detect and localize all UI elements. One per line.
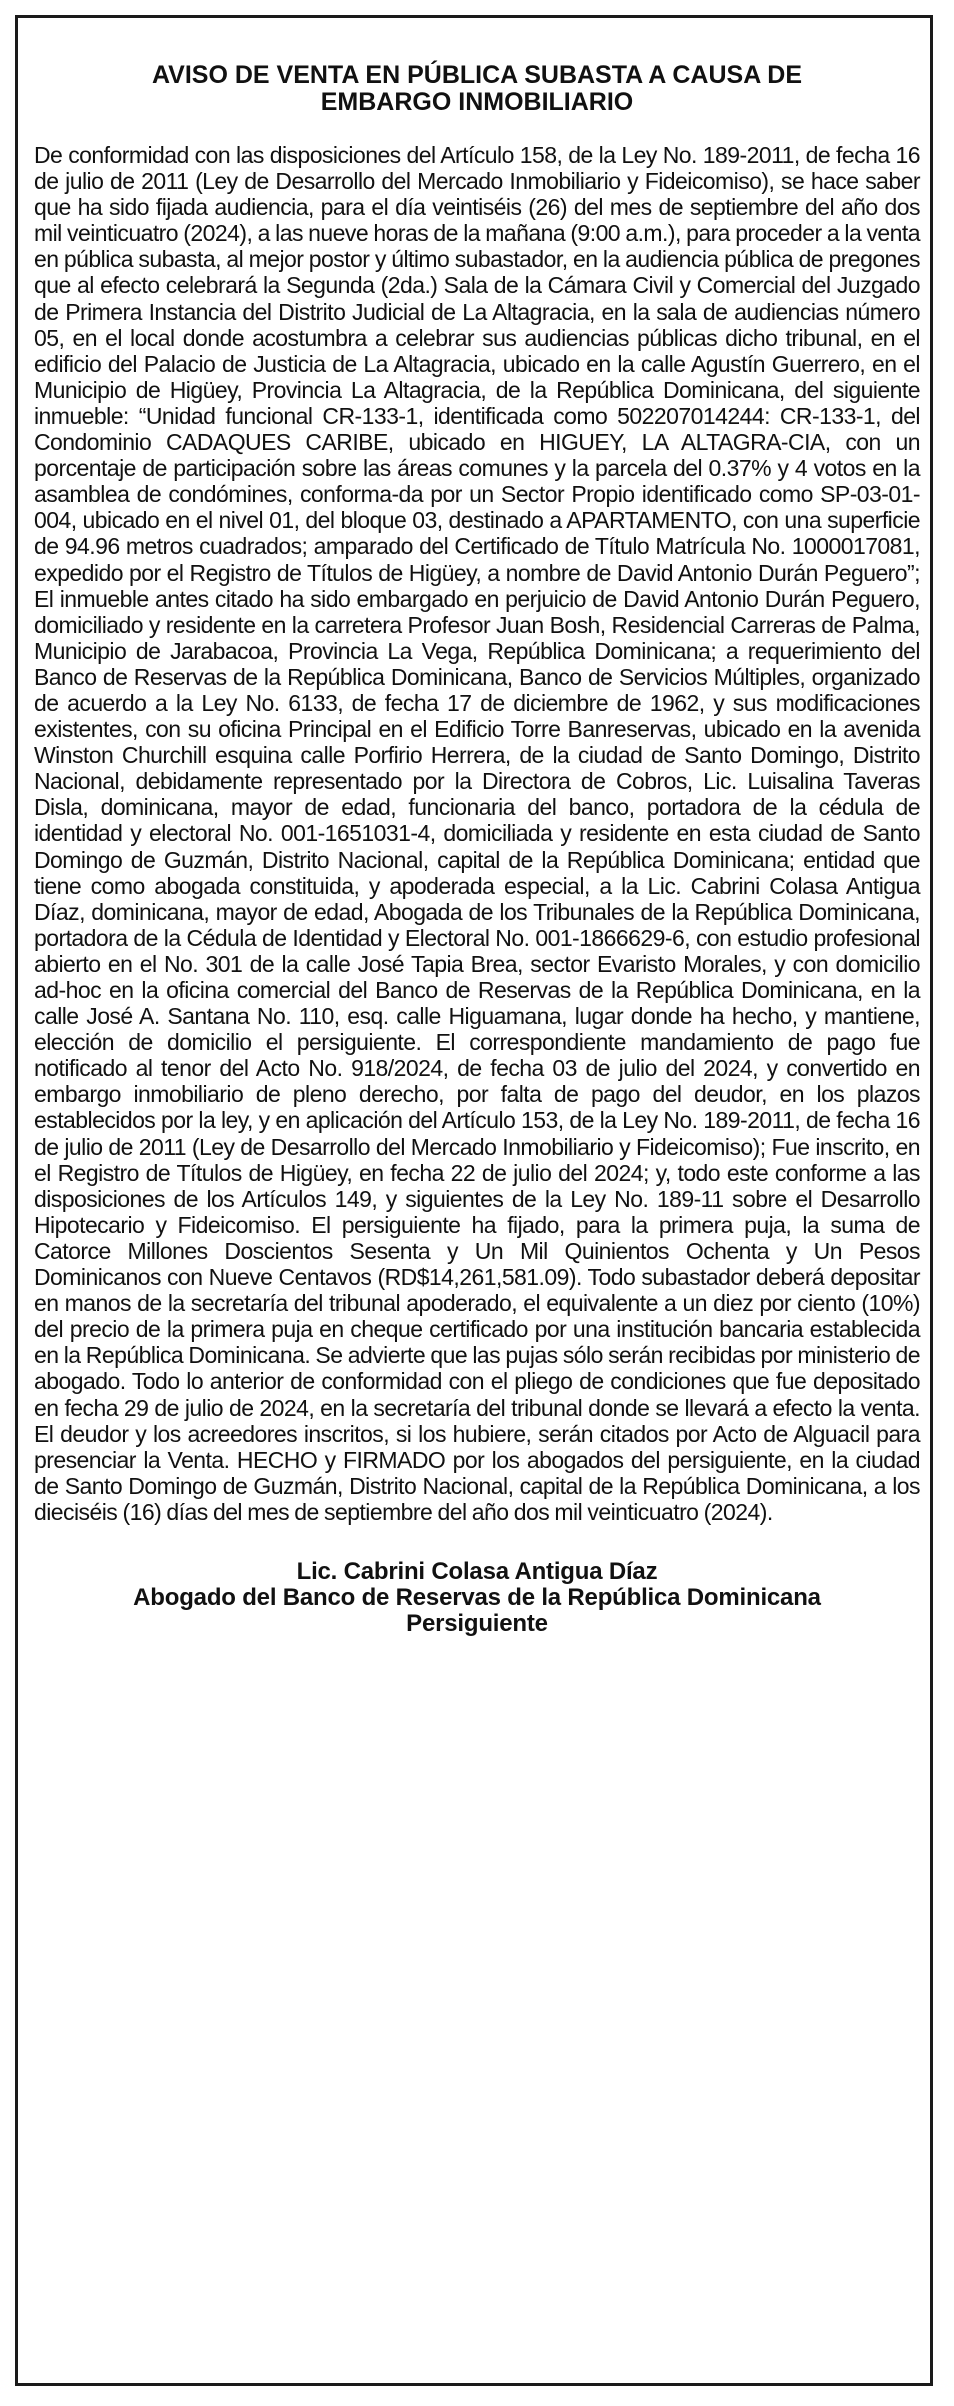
notice-title xyxy=(34,62,920,116)
notice-body: De conformidad con las disposiciones del Artículo 158, de la Ley No. 189-2011, de fecha 16 de julio de 2011 (Ley de Desarrollo del Mercado Inmobiliario y Fideicomiso), se hace saber que ha sido fijada audiencia, para el día veintiséis (26) del mes de septiembre del año dos mil veinticuatro (2024), a las nueve horas de la mañana (9:00 a.m.), para proceder a la venta en pública subasta, al mejor postor y último subastador, en la audiencia pública de pregones que al efecto celebrará la Segunda (2da.) Sala de la Cámara Civil y Comercial del Juzgado de Primera Instancia del Distrito Judicial de La Altagracia, en la sala de audiencias número 05, en el local donde acostumbra a celebrar sus audiencias públicas dicho tribunal, en el edificio del Palacio de Justicia de La Altagracia, ubicado en la calle Agustín Guerrero, en el Municipio de Higüey, Provincia La Altagracia, de la República Dominicana, del siguiente inmueble: “Unidad funcional CR-133-1, identificada como 502207014244: CR-133-1, del Condominio CADAQUES CARIBE, ubicado en HIGUEY, LA ALTAGRA-CIA, con un porcentaje de participación sobre las áreas comunes y la parcela del 0.37% y 4 votos en la asamblea de condómines, conforma-da por un Sector Propio identificado como SP-03-01-004, ubicado en el nivel 01, del bloque 03, destinado a APARTAMENTO, con una superficie de 94.96 metros cuadrados; amparado del Certificado de Título Matrícula No. 1000017081, expedido por el Registro de Títulos de Higüey, a nombre de David Antonio Durán Peguero”; El inmueble antes citado ha sido embargado en perjuicio de David Antonio Durán Peguero, domiciliado y residente en la carretera Profesor Juan Bosh, Residencial Carreras de Palma, Municipio de Jarabacoa, Provincia La Vega, República Dominicana; a requerimiento del Banco de Reservas de la República Dominicana, Banco de Servicios Múltiples, organizado de acuerdo a la Ley No. 6133, de fecha 17 de diciembre de 1962, y sus modificaciones existentes, con su oficina Principal en el Edificio Torre Banreservas, ubicado en la avenida Winston Churchill esquina calle Porfirio Herrera, de la ciudad de Santo Domingo, Distrito Nacional, debidamente representado por la Directora de Cobros, Lic. Luisalina Taveras Disla, dominicana, mayor de edad, funcionaria del banco, portadora de la cédula de identidad y electoral No. 001-1651031-4, domiciliada y residente en esta ciudad de Santo Domingo de Guzmán, Distrito Nacional, capital de la República Dominicana; entidad que tiene como abogada constituida, y apoderada especial, a la Lic. Cabrini Colasa Antigua Díaz, dominicana, mayor de edad, Abogada de los Tribunales de la República Dominicana, portadora de la Cédula de Identidad y Electoral No. 001-1866629-6, con estudio profesional abierto en el No. 301 de la calle José Tapia Brea, sector Evaristo Morales, y con domicilio ad-hoc en la oficina comercial del Banco de Reservas de la República Dominicana, en la calle José A. Santana No. 110, esq. calle Higuamana, lugar donde ha hecho, y mantiene, elección de domicilio el persiguiente. El correspondiente mandamiento de pago fue notificado al tenor del Acto No. 918/2024, de fecha 03 de julio del 2024, y convertido en embargo inmobiliario de pleno derecho, por falta de pago del deudor, en los plazos establecidos por la ley, y en aplicación del Artículo 153, de la Ley No. 189-2011, de fecha 16 de julio de 2011 (Ley de Desarrollo del Mercado Inmobiliario y Fideicomiso); Fue inscrito, en el Registro de Títulos de Higüey, en fecha 22 de julio del 2024; y, todo este conforme a las disposiciones de los Artículos 149, y siguientes de la Ley No. 189-11 sobre el Desarrollo Hipotecario y Fideicomiso. El persiguiente ha fijado, para la primera puja, la suma de Catorce Millones Doscientos Sesenta y Un Mil Quinientos Ochenta y Un Pesos Dominicanos con Nueve Centavos (RD$14,261,581.09). Todo subastador deberá depositar en manos de la secretaría del tribunal apoderado, el equivalente a un diez por ciento (10%) del precio de la primera puja en cheque certificado por una institución bancaria establecida en la República Dominicana. Se advierte que las pujas sólo serán recibidas por ministerio de abogado. Todo lo anterior de conformidad con el pliego de condiciones que fue depositado en fecha 29 de julio de 2024, en la secretaría del tribunal donde se llevará a efecto la venta. El deudor y los acreedores inscritos, si los hubiere, serán citados por Acto de Alguacil para presenciar la Venta. HECHO y FIRMADO por los abogados del persiguiente, en la ciudad de Santo Domingo de Guzmán, Distrito Nacional, capital de la República Dominicana, a los dieciséis (16) días del mes de septiembre del año dos mil veinticuatro (2024). xyxy=(34,142,920,1525)
signature-block xyxy=(34,1559,920,1637)
signature-party: Persiguiente xyxy=(406,1609,548,1637)
notice-title-line-2: EMBARGO INMOBILIARIO xyxy=(320,88,634,116)
signature-name: Lic. Cabrini Colasa Antigua Díaz xyxy=(296,1557,658,1585)
legal-notice xyxy=(34,62,920,1637)
notice-title-line-1: AVISO DE VENTA EN PÚBLICA SUBASTA A CAUSA DE xyxy=(151,61,803,89)
signature-role: Abogado del Banco de Reservas de la República Dominicana xyxy=(133,1583,821,1611)
